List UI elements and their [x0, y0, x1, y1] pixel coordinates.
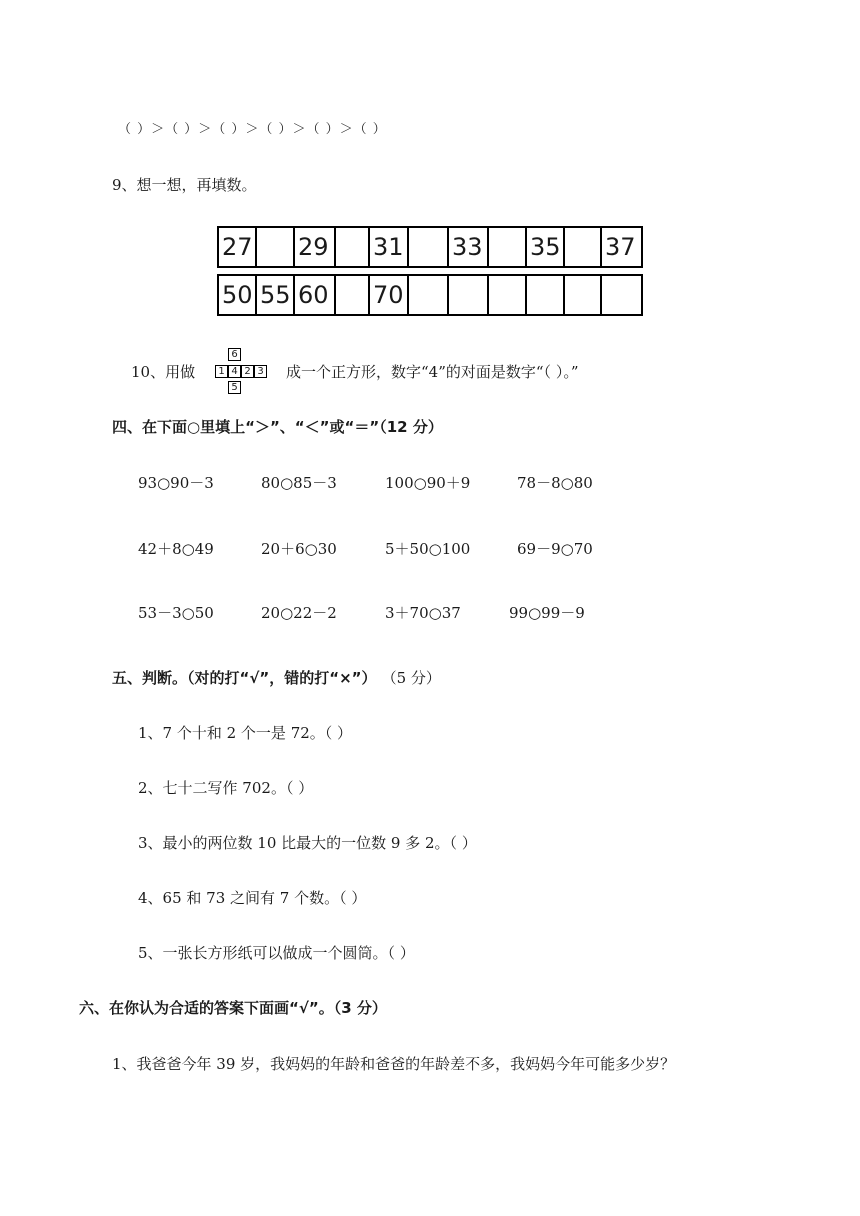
grid-cell [409, 228, 449, 266]
grid-cell [336, 276, 370, 314]
section-5-title: 五、判断。（对的打“√”，错的打“×”） [112, 669, 377, 687]
comparison-item: 100○90＋9 [385, 474, 471, 492]
comparison-item: 20＋6○30 [261, 540, 337, 558]
judgement-item-3: 3、最小的两位数 10 比最大的一位数 9 多 2。（ ） [138, 834, 477, 852]
grid-cell [489, 276, 527, 314]
section-5-header [112, 667, 441, 688]
grid-cell: 35 [527, 228, 565, 266]
number-grid-row-2 [217, 274, 643, 316]
comparison-item: 20○22－2 [261, 604, 337, 622]
grid-cell: 50 [219, 276, 257, 314]
grid-cell [449, 276, 489, 314]
grid-cell: 29 [295, 228, 336, 266]
comparison-item: 80○85－3 [261, 474, 337, 492]
comparison-row [138, 472, 758, 493]
judgement-item-5: 5、一张长方形纸可以做成一个圆筒。（ ） [138, 944, 415, 962]
comparison-item: 93○90－3 [138, 474, 214, 492]
comparison-item: 99○99－9 [509, 604, 585, 622]
cube-net-diagram [211, 348, 281, 396]
section-5-score: （5 分） [381, 669, 441, 687]
grid-cell: 55 [257, 276, 295, 314]
grid-cell [257, 228, 295, 266]
net-face: 1 [215, 365, 228, 378]
section-6-question-1: 1、我爸爸今年 39 岁，我妈妈的年龄和爸爸的年龄差不多，我妈妈今年可能多少岁？ [112, 1055, 676, 1073]
ordering-sequence: （ ）＞（ ）＞（ ）＞（ ）＞（ ）＞（ ） [118, 122, 387, 137]
comparison-row [138, 602, 758, 623]
comparison-row [138, 538, 758, 559]
grid-cell: 27 [219, 228, 257, 266]
grid-cell: 31 [370, 228, 409, 266]
net-face: 5 [228, 381, 241, 394]
grid-cell [489, 228, 527, 266]
number-grid-row-1 [217, 226, 643, 268]
grid-cell: 33 [449, 228, 489, 266]
comparison-item: 3＋70○37 [385, 604, 461, 622]
question-10-suffix: 成一个正方形，数字“4”的对面是数字“（ ）。” [286, 363, 579, 381]
grid-cell [527, 276, 565, 314]
question-10-prefix: 10、用做 [131, 363, 196, 381]
grid-cell: 37 [605, 233, 636, 261]
grid-cell: 70 [370, 276, 409, 314]
comparison-item: 42＋8○49 [138, 540, 214, 558]
grid-cell [409, 276, 449, 314]
comparison-item: 69－9○70 [517, 540, 593, 558]
grid-cell [565, 276, 602, 314]
comparison-item: 78－8○80 [517, 474, 593, 492]
section-6-title: 六、在你认为合适的答案下面画“√”。（3 分） [79, 999, 387, 1017]
judgement-item-2: 2、七十二写作 702。（ ） [138, 779, 314, 797]
grid-cell: 60 [295, 276, 336, 314]
comparison-item: 5＋50○100 [385, 540, 471, 558]
net-face: 2 [241, 365, 254, 378]
judgement-item-4: 4、65 和 73 之间有 7 个数。（ ） [138, 889, 367, 907]
judgement-item-1: 1、7 个十和 2 个一是 72。（ ） [138, 724, 353, 742]
net-face: 3 [254, 365, 267, 378]
comparison-item: 53－3○50 [138, 604, 214, 622]
net-face: 6 [228, 348, 241, 361]
section-4-title: 四、在下面○里填上“＞”、“＜”或“＝”（12 分） [112, 418, 443, 436]
net-face: 4 [228, 365, 241, 378]
question-9-label: 9、想一想，再填数。 [112, 176, 257, 194]
grid-cell [336, 228, 370, 266]
grid-cell [565, 228, 602, 266]
grid-cell [602, 276, 641, 314]
